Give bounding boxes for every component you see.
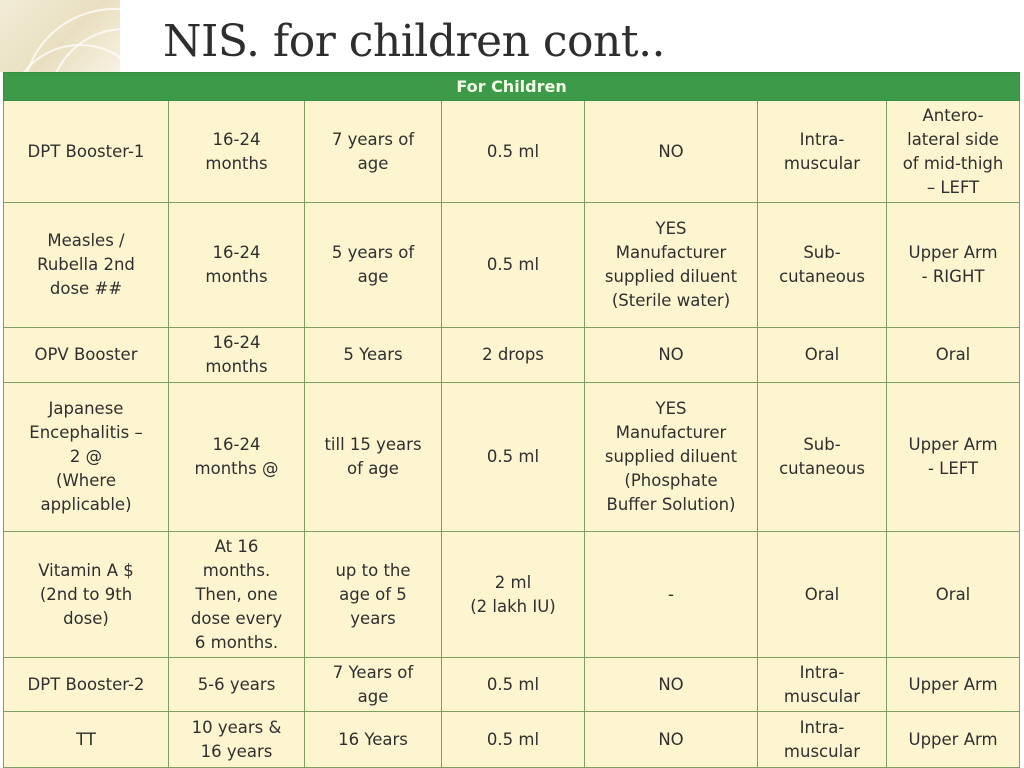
cell-line: muscular [783, 686, 861, 706]
cell-line: 6 months. [194, 632, 279, 652]
cell-line: months [205, 267, 268, 286]
cell-when-to-give [169, 712, 305, 768]
cell-dose [442, 328, 585, 383]
cell-diluent [585, 383, 758, 532]
cell-line: 5-6 years [197, 674, 276, 694]
cell-when-to-give [169, 328, 305, 383]
cell-line: months [205, 357, 268, 376]
cell-diluent [585, 203, 758, 328]
cell-line: - LEFT [927, 459, 979, 478]
cell-line: Oral [935, 584, 971, 604]
cell-when-to-give [169, 101, 305, 203]
cell-line: 0.5 ml [486, 447, 540, 466]
cell-line: – LEFT [926, 177, 980, 197]
cell-line: - RIGHT [921, 267, 985, 286]
cell-max-age [305, 712, 442, 768]
cell-vaccine [4, 203, 169, 328]
cell-route [758, 658, 887, 712]
vaccine-schedule-table-container [3, 72, 1019, 768]
cell-line: Measles / [47, 231, 125, 250]
cell-diluent [585, 658, 758, 712]
table-row [4, 658, 1020, 712]
cell-line: 0.5 ml [486, 729, 540, 749]
cell-diluent [585, 712, 758, 768]
slide-title: NIS. for children cont.. [163, 16, 666, 67]
cell-line: 10 years & [191, 717, 282, 737]
cell-dose [442, 658, 585, 712]
cell-dose [442, 101, 585, 203]
cell-line: Upper Arm [908, 729, 998, 749]
cell-line: Upper Arm [908, 435, 998, 454]
cell-line: Vitamin A $ [38, 560, 134, 580]
cell-when-to-give [169, 383, 305, 532]
cell-max-age [305, 658, 442, 712]
cell-line: of mid-thigh [902, 153, 1004, 173]
decoration-arc [8, 44, 120, 72]
cell-vaccine [4, 101, 169, 203]
cell-line: - [668, 584, 674, 604]
cell-line: 5 years of [331, 243, 415, 262]
cell-line: cutaneous [779, 267, 865, 286]
cell-line: 2 ml [494, 572, 532, 592]
cell-site [887, 658, 1020, 712]
cell-line: DPT Booster-2 [27, 674, 145, 694]
cell-line: age [357, 267, 389, 286]
cell-line: applicable) [40, 495, 132, 514]
table-body [4, 101, 1020, 768]
cell-line: Then, one [195, 584, 278, 604]
cell-max-age [305, 101, 442, 203]
cell-line: dose every [190, 608, 283, 628]
cell-line: Sub- [803, 435, 841, 454]
cell-when-to-give [169, 203, 305, 328]
table-row [4, 328, 1020, 383]
cell-line: 16-24 [212, 129, 261, 149]
cell-line: NO [658, 674, 684, 694]
cell-line: Intra- [799, 129, 845, 149]
cell-line: YES [655, 219, 687, 238]
cell-line: Japanese [48, 399, 124, 418]
cell-line: 16-24 [212, 333, 261, 352]
cell-line: 0.5 ml [486, 255, 540, 274]
cell-line: 16-24 [212, 243, 261, 262]
cell-site [887, 532, 1020, 658]
cell-diluent [585, 532, 758, 658]
cell-diluent [585, 328, 758, 383]
cell-vaccine [4, 532, 169, 658]
cell-line: 16 years [200, 741, 273, 761]
cell-dose [442, 712, 585, 768]
cell-dose [442, 532, 585, 658]
cell-when-to-give [169, 658, 305, 712]
cell-line: 7 years of [331, 129, 415, 149]
cell-line: years [350, 608, 396, 628]
cell-line: lateral side [907, 129, 999, 149]
table-row [4, 203, 1020, 328]
cell-max-age [305, 383, 442, 532]
cell-line: Upper Arm [908, 674, 998, 694]
cell-line: Intra- [799, 662, 845, 682]
cell-site [887, 203, 1020, 328]
cell-line: age [357, 153, 389, 173]
cell-line: months [205, 153, 268, 173]
cell-line: 2 drops [482, 345, 544, 364]
cell-line: (2 lakh IU) [470, 596, 556, 616]
cell-line: 0.5 ml [486, 141, 540, 161]
cell-line: NO [658, 729, 684, 749]
cell-line: muscular [783, 153, 861, 173]
cell-when-to-give [169, 532, 305, 658]
cell-line: up to the [335, 560, 411, 580]
cell-site [887, 101, 1020, 203]
cell-diluent [585, 101, 758, 203]
cell-route [758, 712, 887, 768]
cell-line: Encephalitis – [29, 423, 143, 442]
cell-line: Intra- [799, 717, 845, 737]
table-row [4, 383, 1020, 532]
cell-max-age [305, 532, 442, 658]
cell-line: Antero- [922, 105, 984, 125]
table-row [4, 712, 1020, 768]
cell-site [887, 712, 1020, 768]
cell-line: Upper Arm [908, 243, 998, 262]
cell-vaccine [4, 383, 169, 532]
cell-line: 0.5 ml [486, 674, 540, 694]
cell-line: supplied diluent [604, 447, 738, 466]
cell-line: NO [658, 345, 684, 364]
cell-line: At 16 [214, 536, 259, 556]
cell-line: Oral [804, 345, 840, 364]
cell-line: YES [655, 399, 687, 418]
cell-line: muscular [783, 741, 861, 761]
cell-dose [442, 203, 585, 328]
table-header-row [4, 73, 1020, 101]
cell-line: 16 Years [338, 729, 408, 749]
cell-line: dose ## [49, 279, 123, 298]
cell-line: (Where [56, 471, 116, 490]
cell-site [887, 383, 1020, 532]
cell-line: Manufacturer [615, 243, 727, 262]
cell-line: Buffer Solution) [606, 495, 736, 514]
cell-line: TT [76, 729, 96, 749]
cell-max-age [305, 203, 442, 328]
cell-line: DPT Booster-1 [27, 141, 145, 161]
cell-line: 7 Years of [332, 662, 414, 682]
cell-line: dose) [63, 608, 109, 628]
cell-route [758, 532, 887, 658]
cell-line: Sub- [803, 243, 841, 262]
cell-vaccine [4, 658, 169, 712]
table-row [4, 532, 1020, 658]
cell-line: of age [347, 459, 399, 478]
cell-line: 5 Years [343, 345, 403, 364]
cell-line: (Phosphate [624, 471, 718, 490]
cell-line: months. [202, 560, 271, 580]
cell-route [758, 383, 887, 532]
cell-line: NO [658, 141, 684, 161]
cell-line: cutaneous [779, 459, 865, 478]
table-header: For Children [4, 73, 1020, 101]
cell-line: Manufacturer [615, 423, 727, 442]
cell-route [758, 328, 887, 383]
vaccine-schedule-table [3, 72, 1020, 768]
cell-line: 2 @ [69, 447, 103, 466]
cell-line: OPV Booster [34, 345, 138, 364]
cell-line: 16-24 [212, 435, 261, 454]
cell-line: (Sterile water) [611, 291, 731, 310]
cell-vaccine [4, 328, 169, 383]
cell-line: Rubella 2nd [37, 255, 135, 274]
cell-route [758, 203, 887, 328]
cell-line: age of 5 [339, 584, 407, 604]
cell-dose [442, 383, 585, 532]
cell-line: Oral [935, 345, 971, 364]
table-row [4, 101, 1020, 203]
slide-decoration [0, 0, 120, 72]
cell-line: age [357, 686, 389, 706]
cell-line: Oral [804, 584, 840, 604]
cell-site [887, 328, 1020, 383]
cell-line: months @ [194, 459, 279, 478]
cell-max-age [305, 328, 442, 383]
cell-route [758, 101, 887, 203]
cell-line: till 15 years [324, 435, 422, 454]
cell-line: (2nd to 9th [39, 584, 133, 604]
cell-vaccine [4, 712, 169, 768]
cell-line: supplied diluent [604, 267, 738, 286]
